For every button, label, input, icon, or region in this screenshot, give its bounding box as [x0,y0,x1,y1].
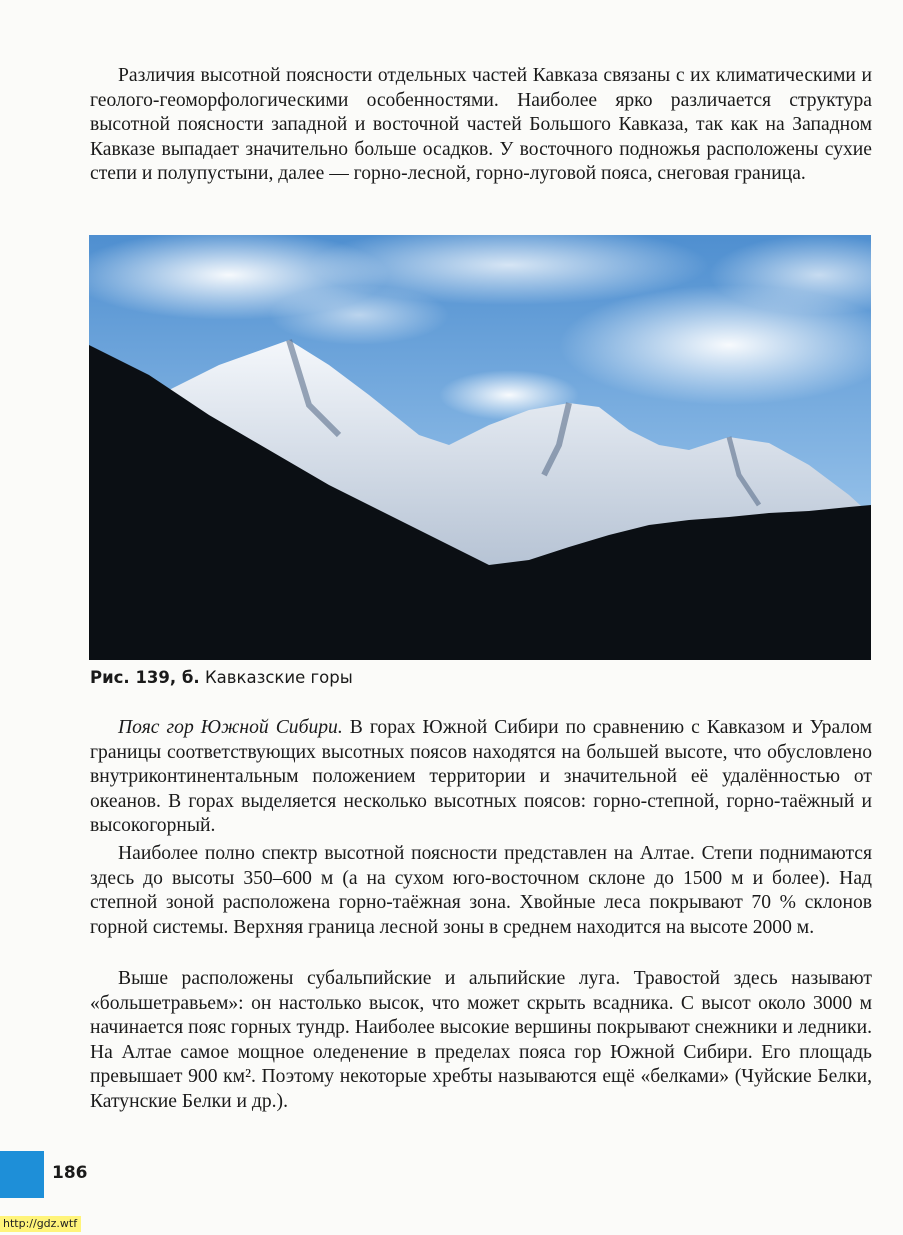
page-number: 186 [52,1163,88,1183]
figure-caption-text: Кавказские горы [199,668,353,687]
page-tab-marker [0,1151,44,1198]
intro-paragraph: Различия высотной поясности отдельных частей Кавказа связаны с их климатическими и геолого-геоморфологическими особенностями. Наиболее ярко различается структура высотной поясности западной и восточной частей Большого Кавказа, так как на Западном Кавказе выпадает значительно больше осадков. У восточного подножья расположены сухие степи и полупустыни, далее — горно-лесной, горно-луговой пояса, снеговая граница. [90,65,872,185]
altai-paragraph: Наиболее полно спектр высотной поясности представлен на Алтае. Степи поднимаются здесь до высоты 350–600 м (а на сухом юго-восточном склоне до 1500 м и более). Над степной зоной расположена горно-таёжная зона. Хвойные леса покрывают 70 % склонов горной системы. Верхняя граница лесной зоны в среднем находится на высоте 2000 м. [90,843,872,938]
figure-caption [90,668,353,687]
south-siberia-paragraph [90,716,872,839]
south-siberia-text: В горах Южной Сибири по сравнению с Кавказом и Уралом границы соответствующих высотных поясов находятся на большей высоте, что обусловлено внутриконтинентальным положением территории и значительной её удалённостью от океанов. В горах выделяется несколько высотных поясов: горно-степной, горно-таёжный и высокогорный. [90,717,873,837]
figure-label: Рис. 139, б. [90,668,200,687]
watermark-link[interactable]: http://gdz.wtf [0,1216,81,1232]
caucasus-mountains-photo [89,235,871,660]
meadows-paragraph: Выше расположены субальпийские и альпийские луга. Травостой здесь называют «большетравьем»: он настолько высок, что может скрыть всадника. С высот около 3000 м начинается пояс горных тундр. Наиболее высокие вершины покрывают снежники и ледники. На Алтае самое мощное оледенение в пределах пояса гор Южной Сибири. Его площадь превышает 900 км². Поэтому некоторые хребты называются ещё «белками» (Чуйские Белки, Катунские Белки и др.). [90,968,872,1112]
section-heading: Пояс гор Южной Сибири. [118,717,343,738]
